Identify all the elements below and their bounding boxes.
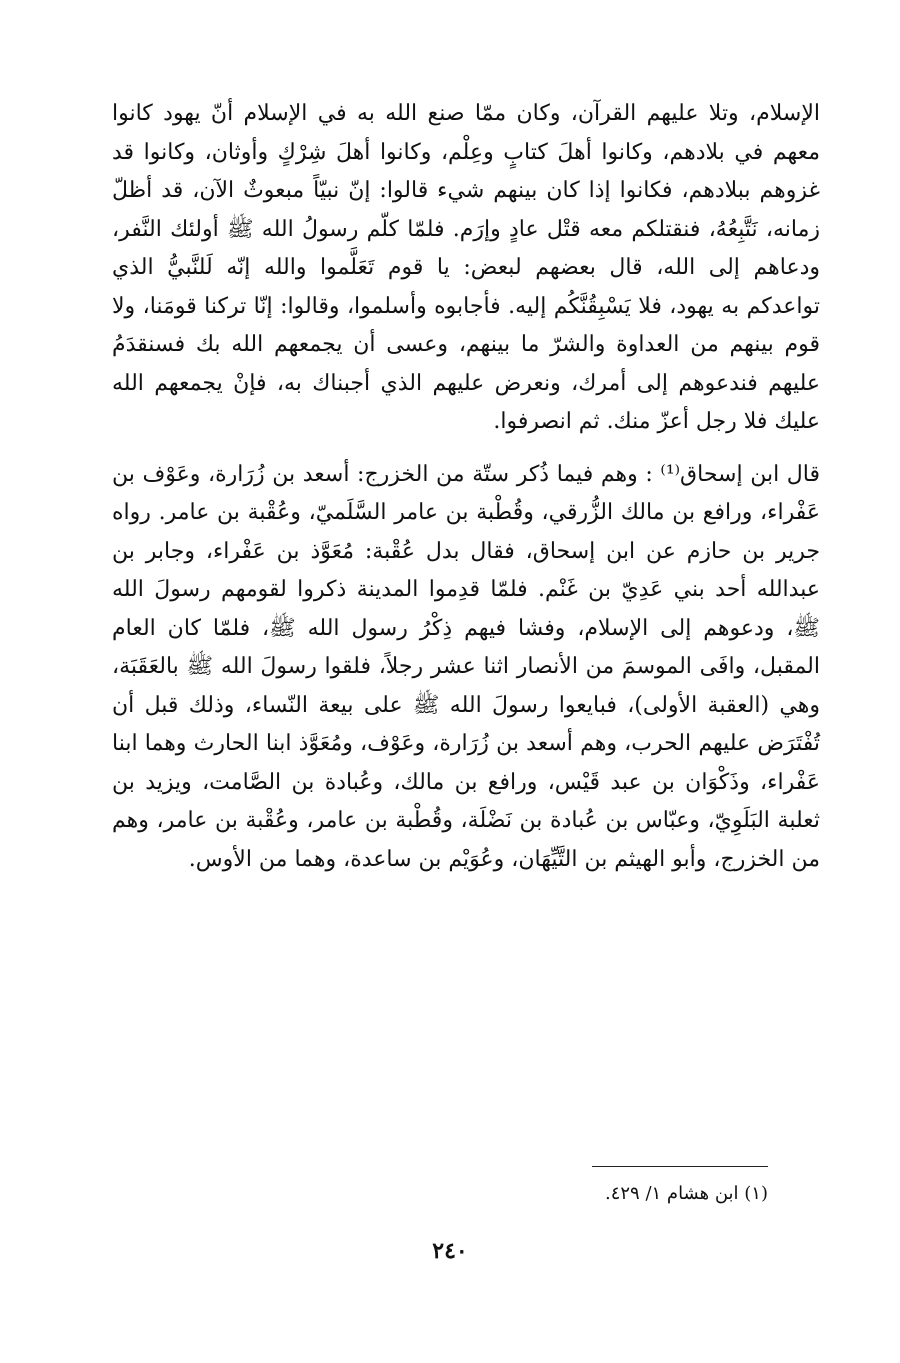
footnote: (١) ابن هشام ١/ ٤٢٩. <box>604 1183 768 1204</box>
paragraph-2: قال ابن إسحاق⁽¹⁾ : وهم فيما ذُكر ستّة من الخزرج: أسعد بن زُرَارة، وعَوْف بن عَفْراء، ورافع بن مالك الزُّرقي، وقُطْبة بن عامر السَّلَميّ، وعُقْبة بن عامر. رواه جرير بن حازم عن ابن إسحاق، فقال بدل عُقْبة: مُعَوَّذ بن عَفْراء، وجابر بن عبدالله أحد بني عَدِيّ بن غَنْم. فلمّا قدِموا المدينة ذكروا لقومهم رسولَ الله ﷺ، ودعوهم إلى الإسلام، وفشا فيهم ذِكْرُ رسول الله ﷺ، فلمّا كان العام المقبل، وافَى الموسمَ من الأنصار اثنا عشر رجلاً، فلقوا رسولَ الله ﷺ بالعَقَبَة، وهي (العقبة الأولى)، فبايعوا رسولَ الله ﷺ على بيعة النّساء، وذلك قبل أن تُفْتَرَض عليهم الحرب، وهم أسعد بن زُرَارة، وعَوْف، ومُعَوَّذ ابنا الحارث وهما ابنا عَفْراء، وذَكْوَان بن عبد قَيْس، ورافع بن مالك، وعُبادة بن الصَّامت، ويزيد بن ثعلبة البَلَوِيّ، وعبّاس بن عُبادة بن نَضْلَة، وقُطْبة بن عامر، وعُقْبة بن عامر، وهم من الخزرج، وأبو الهيثم بن التَّيِّهَان، وعُوَيْم بن ساعدة، وهما من الأوس. <box>112 461 820 872</box>
footnote-divider <box>592 1166 768 1167</box>
page-number: ٢٤٠ <box>432 1238 468 1264</box>
paragraph-1: الإسلام، وتلا عليهم القرآن، وكان ممّا صنع الله به في الإسلام أنّ يهود كانوا معهم في بلادهم، وكانوا أهلَ كتابٍ وعِلْم، وكانوا أهلَ شِرْكٍ وأوثان، وكانوا قد غزوهم ببلادهم، فكانوا إذا كان بينهم شيء قالوا: إنّ نبيّاً مبعوثٌ الآن، قد أظلّ زمانه، نَتَّبِعُهُ، فنقتلكم معه قتْل عادٍ وإرَم. فلمّا كلّم رسولُ الله ﷺ أولئك النَّفر، ودعاهم إلى الله، قال بعضهم لبعض: يا قوم تَعَلَّموا والله إنّه لَلنَّبيُّ الذي تواعدكم به يهود، فلا يَسْبِقُنَّكُم إليه. فأجابوه وأسلموا، وقالوا: إنّا تركنا قومَنا، ولا قوم بينهم من العداوة والشرّ ما بينهم، وعسى أن يجمعهم الله بك فسنقدَمُ عليهم فندعوهم إلى أمرك، ونعرض عليهم الذي أجبناك به، فإنْ يجمعهم الله عليك فلا رجل أعزّ منك. ثم انصرفوا. <box>112 101 820 434</box>
body-text <box>112 95 820 879</box>
